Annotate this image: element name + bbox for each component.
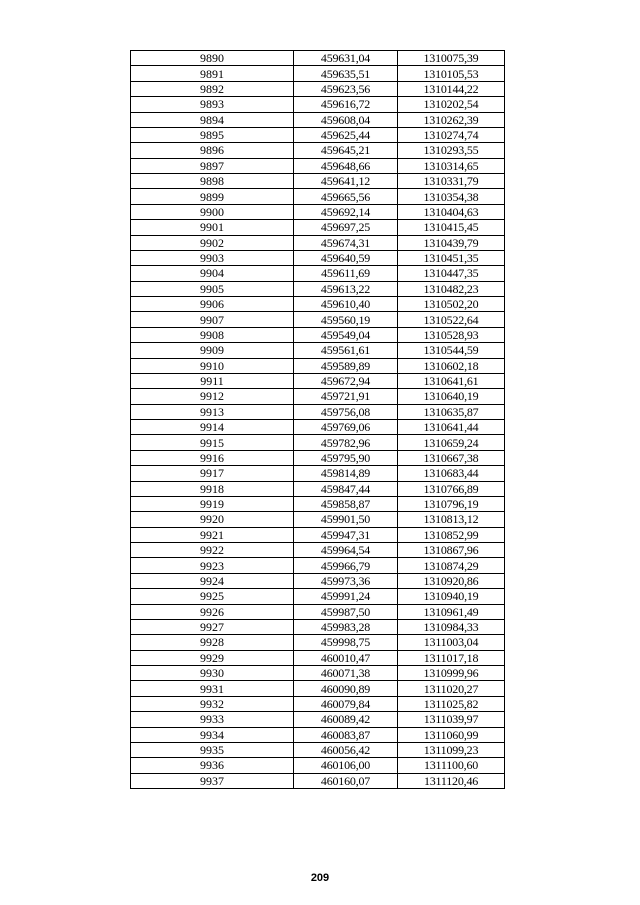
point-number-cell: 9908 [131,327,294,342]
x-coordinate-cell: 460089,42 [294,712,398,727]
table-row [131,619,505,634]
y-coordinate-cell: 1311003,04 [398,635,505,650]
x-coordinate-cell: 460056,42 [294,742,398,757]
point-number-cell: 9923 [131,558,294,573]
point-number-cell: 9898 [131,174,294,189]
x-coordinate-cell: 459560,19 [294,312,398,327]
x-coordinate-cell: 459973,36 [294,573,398,588]
table-row [131,297,505,312]
x-coordinate-cell: 460090,89 [294,681,398,696]
table-row [131,97,505,112]
table-row [131,174,505,189]
y-coordinate-cell: 1310852,99 [398,527,505,542]
point-number-cell: 9916 [131,450,294,465]
table-row [131,327,505,342]
point-number-cell: 9890 [131,51,294,66]
table-row [131,543,505,558]
table-row [131,250,505,265]
y-coordinate-cell: 1310404,63 [398,204,505,219]
table-row [131,51,505,66]
y-coordinate-cell: 1310482,23 [398,281,505,296]
point-number-cell: 9921 [131,527,294,542]
y-coordinate-cell: 1311099,23 [398,742,505,757]
y-coordinate-cell: 1310635,87 [398,404,505,419]
point-number-cell: 9912 [131,389,294,404]
point-number-cell: 9937 [131,773,294,788]
y-coordinate-cell: 1310867,96 [398,543,505,558]
y-coordinate-cell: 1310984,33 [398,619,505,634]
point-number-cell: 9906 [131,297,294,312]
x-coordinate-cell: 460010,47 [294,650,398,665]
y-coordinate-cell: 1310999,96 [398,666,505,681]
table-row [131,266,505,281]
y-coordinate-cell: 1310274,74 [398,127,505,142]
y-coordinate-cell: 1310920,86 [398,573,505,588]
x-coordinate-cell: 459631,04 [294,51,398,66]
y-coordinate-cell: 1310075,39 [398,51,505,66]
y-coordinate-cell: 1311100,60 [398,758,505,773]
y-coordinate-cell: 1310874,29 [398,558,505,573]
point-number-cell: 9930 [131,666,294,681]
x-coordinate-cell: 459756,08 [294,404,398,419]
table-row [131,204,505,219]
x-coordinate-cell: 459991,24 [294,589,398,604]
table-row [131,143,505,158]
y-coordinate-cell: 1310522,64 [398,312,505,327]
x-coordinate-cell: 459858,87 [294,496,398,511]
table-row [131,604,505,619]
table-row [131,681,505,696]
coordinate-table [130,50,505,789]
x-coordinate-cell: 459987,50 [294,604,398,619]
table-row [131,373,505,388]
y-coordinate-cell: 1311039,97 [398,712,505,727]
x-coordinate-cell: 459665,56 [294,189,398,204]
point-number-cell: 9911 [131,373,294,388]
y-coordinate-cell: 1310415,45 [398,220,505,235]
table-row [131,742,505,757]
point-number-cell: 9915 [131,435,294,450]
x-coordinate-cell: 459901,50 [294,512,398,527]
point-number-cell: 9904 [131,266,294,281]
point-number-cell: 9918 [131,481,294,496]
y-coordinate-cell: 1310439,79 [398,235,505,250]
page-number: 209 [310,872,330,884]
x-coordinate-cell: 459613,22 [294,281,398,296]
x-coordinate-cell: 460079,84 [294,696,398,711]
point-number-cell: 9907 [131,312,294,327]
point-number-cell: 9920 [131,512,294,527]
point-number-cell: 9910 [131,358,294,373]
x-coordinate-cell: 459847,44 [294,481,398,496]
x-coordinate-cell: 459645,21 [294,143,398,158]
x-coordinate-cell: 459611,69 [294,266,398,281]
table-row [131,189,505,204]
table-row [131,589,505,604]
x-coordinate-cell: 459589,89 [294,358,398,373]
point-number-cell: 9901 [131,220,294,235]
table-row [131,312,505,327]
table-row [131,773,505,788]
point-number-cell: 9927 [131,619,294,634]
table-row [131,558,505,573]
point-number-cell: 9935 [131,742,294,757]
x-coordinate-cell: 460160,07 [294,773,398,788]
point-number-cell: 9900 [131,204,294,219]
point-number-cell: 9933 [131,712,294,727]
x-coordinate-cell: 459640,59 [294,250,398,265]
x-coordinate-cell: 459983,28 [294,619,398,634]
y-coordinate-cell: 1311017,18 [398,650,505,665]
x-coordinate-cell: 460071,38 [294,666,398,681]
x-coordinate-cell: 459947,31 [294,527,398,542]
x-coordinate-cell: 459795,90 [294,450,398,465]
y-coordinate-cell: 1310961,49 [398,604,505,619]
point-number-cell: 9917 [131,466,294,481]
x-coordinate-cell: 459608,04 [294,112,398,127]
point-number-cell: 9928 [131,635,294,650]
x-coordinate-cell: 459635,51 [294,66,398,81]
x-coordinate-cell: 459672,94 [294,373,398,388]
y-coordinate-cell: 1310331,79 [398,174,505,189]
point-number-cell: 9914 [131,420,294,435]
point-number-cell: 9897 [131,158,294,173]
table-row [131,127,505,142]
x-coordinate-cell: 459692,14 [294,204,398,219]
point-number-cell: 9913 [131,404,294,419]
point-number-cell: 9903 [131,250,294,265]
table-row [131,281,505,296]
y-coordinate-cell: 1310447,35 [398,266,505,281]
x-coordinate-cell: 459625,44 [294,127,398,142]
point-number-cell: 9902 [131,235,294,250]
table-row [131,527,505,542]
point-number-cell: 9929 [131,650,294,665]
point-number-cell: 9922 [131,543,294,558]
point-number-cell: 9905 [131,281,294,296]
y-coordinate-cell: 1310766,89 [398,481,505,496]
point-number-cell: 9936 [131,758,294,773]
table-row [131,81,505,96]
y-coordinate-cell: 1310813,12 [398,512,505,527]
x-coordinate-cell: 459769,06 [294,420,398,435]
point-number-cell: 9931 [131,681,294,696]
point-number-cell: 9899 [131,189,294,204]
table-row [131,420,505,435]
table-row [131,389,505,404]
table-row [131,66,505,81]
table-row [131,158,505,173]
y-coordinate-cell: 1311120,46 [398,773,505,788]
table-row [131,435,505,450]
coordinate-table-body [131,51,505,789]
y-coordinate-cell: 1310262,39 [398,112,505,127]
y-coordinate-cell: 1310940,19 [398,589,505,604]
point-number-cell: 9932 [131,696,294,711]
table-row [131,666,505,681]
table-row [131,496,505,511]
table-row [131,450,505,465]
x-coordinate-cell: 459623,56 [294,81,398,96]
x-coordinate-cell: 460083,87 [294,727,398,742]
x-coordinate-cell: 459814,89 [294,466,398,481]
point-number-cell: 9893 [131,97,294,112]
point-number-cell: 9894 [131,112,294,127]
point-number-cell: 9895 [131,127,294,142]
y-coordinate-cell: 1310502,20 [398,297,505,312]
x-coordinate-cell: 459966,79 [294,558,398,573]
table-row [131,481,505,496]
x-coordinate-cell: 460106,00 [294,758,398,773]
x-coordinate-cell: 459721,91 [294,389,398,404]
y-coordinate-cell: 1310354,38 [398,189,505,204]
y-coordinate-cell: 1310144,22 [398,81,505,96]
point-number-cell: 9934 [131,727,294,742]
y-coordinate-cell: 1310293,55 [398,143,505,158]
y-coordinate-cell: 1310659,24 [398,435,505,450]
y-coordinate-cell: 1310314,65 [398,158,505,173]
table-row [131,712,505,727]
y-coordinate-cell: 1311060,99 [398,727,505,742]
y-coordinate-cell: 1310641,61 [398,373,505,388]
y-coordinate-cell: 1310602,18 [398,358,505,373]
table-row [131,404,505,419]
point-number-cell: 9926 [131,604,294,619]
x-coordinate-cell: 459782,96 [294,435,398,450]
table-row [131,235,505,250]
table-row [131,466,505,481]
x-coordinate-cell: 459674,31 [294,235,398,250]
y-coordinate-cell: 1310528,93 [398,327,505,342]
table-row [131,112,505,127]
y-coordinate-cell: 1310451,35 [398,250,505,265]
table-row [131,512,505,527]
y-coordinate-cell: 1310796,19 [398,496,505,511]
table-row [131,758,505,773]
x-coordinate-cell: 459561,61 [294,343,398,358]
point-number-cell: 9892 [131,81,294,96]
y-coordinate-cell: 1310202,54 [398,97,505,112]
table-row [131,220,505,235]
x-coordinate-cell: 459616,72 [294,97,398,112]
table-row [131,635,505,650]
y-coordinate-cell: 1310544,59 [398,343,505,358]
y-coordinate-cell: 1310105,53 [398,66,505,81]
point-number-cell: 9925 [131,589,294,604]
x-coordinate-cell: 459697,25 [294,220,398,235]
x-coordinate-cell: 459998,75 [294,635,398,650]
table-row [131,727,505,742]
y-coordinate-cell: 1310667,38 [398,450,505,465]
point-number-cell: 9919 [131,496,294,511]
table-row [131,358,505,373]
x-coordinate-cell: 459641,12 [294,174,398,189]
point-number-cell: 9909 [131,343,294,358]
y-coordinate-cell: 1311025,82 [398,696,505,711]
table-row [131,573,505,588]
y-coordinate-cell: 1311020,27 [398,681,505,696]
point-number-cell: 9924 [131,573,294,588]
x-coordinate-cell: 459549,04 [294,327,398,342]
x-coordinate-cell: 459610,40 [294,297,398,312]
table-row [131,650,505,665]
y-coordinate-cell: 1310641,44 [398,420,505,435]
point-number-cell: 9896 [131,143,294,158]
y-coordinate-cell: 1310683,44 [398,466,505,481]
point-number-cell: 9891 [131,66,294,81]
table-row [131,696,505,711]
x-coordinate-cell: 459648,66 [294,158,398,173]
x-coordinate-cell: 459964,54 [294,543,398,558]
table-row [131,343,505,358]
y-coordinate-cell: 1310640,19 [398,389,505,404]
